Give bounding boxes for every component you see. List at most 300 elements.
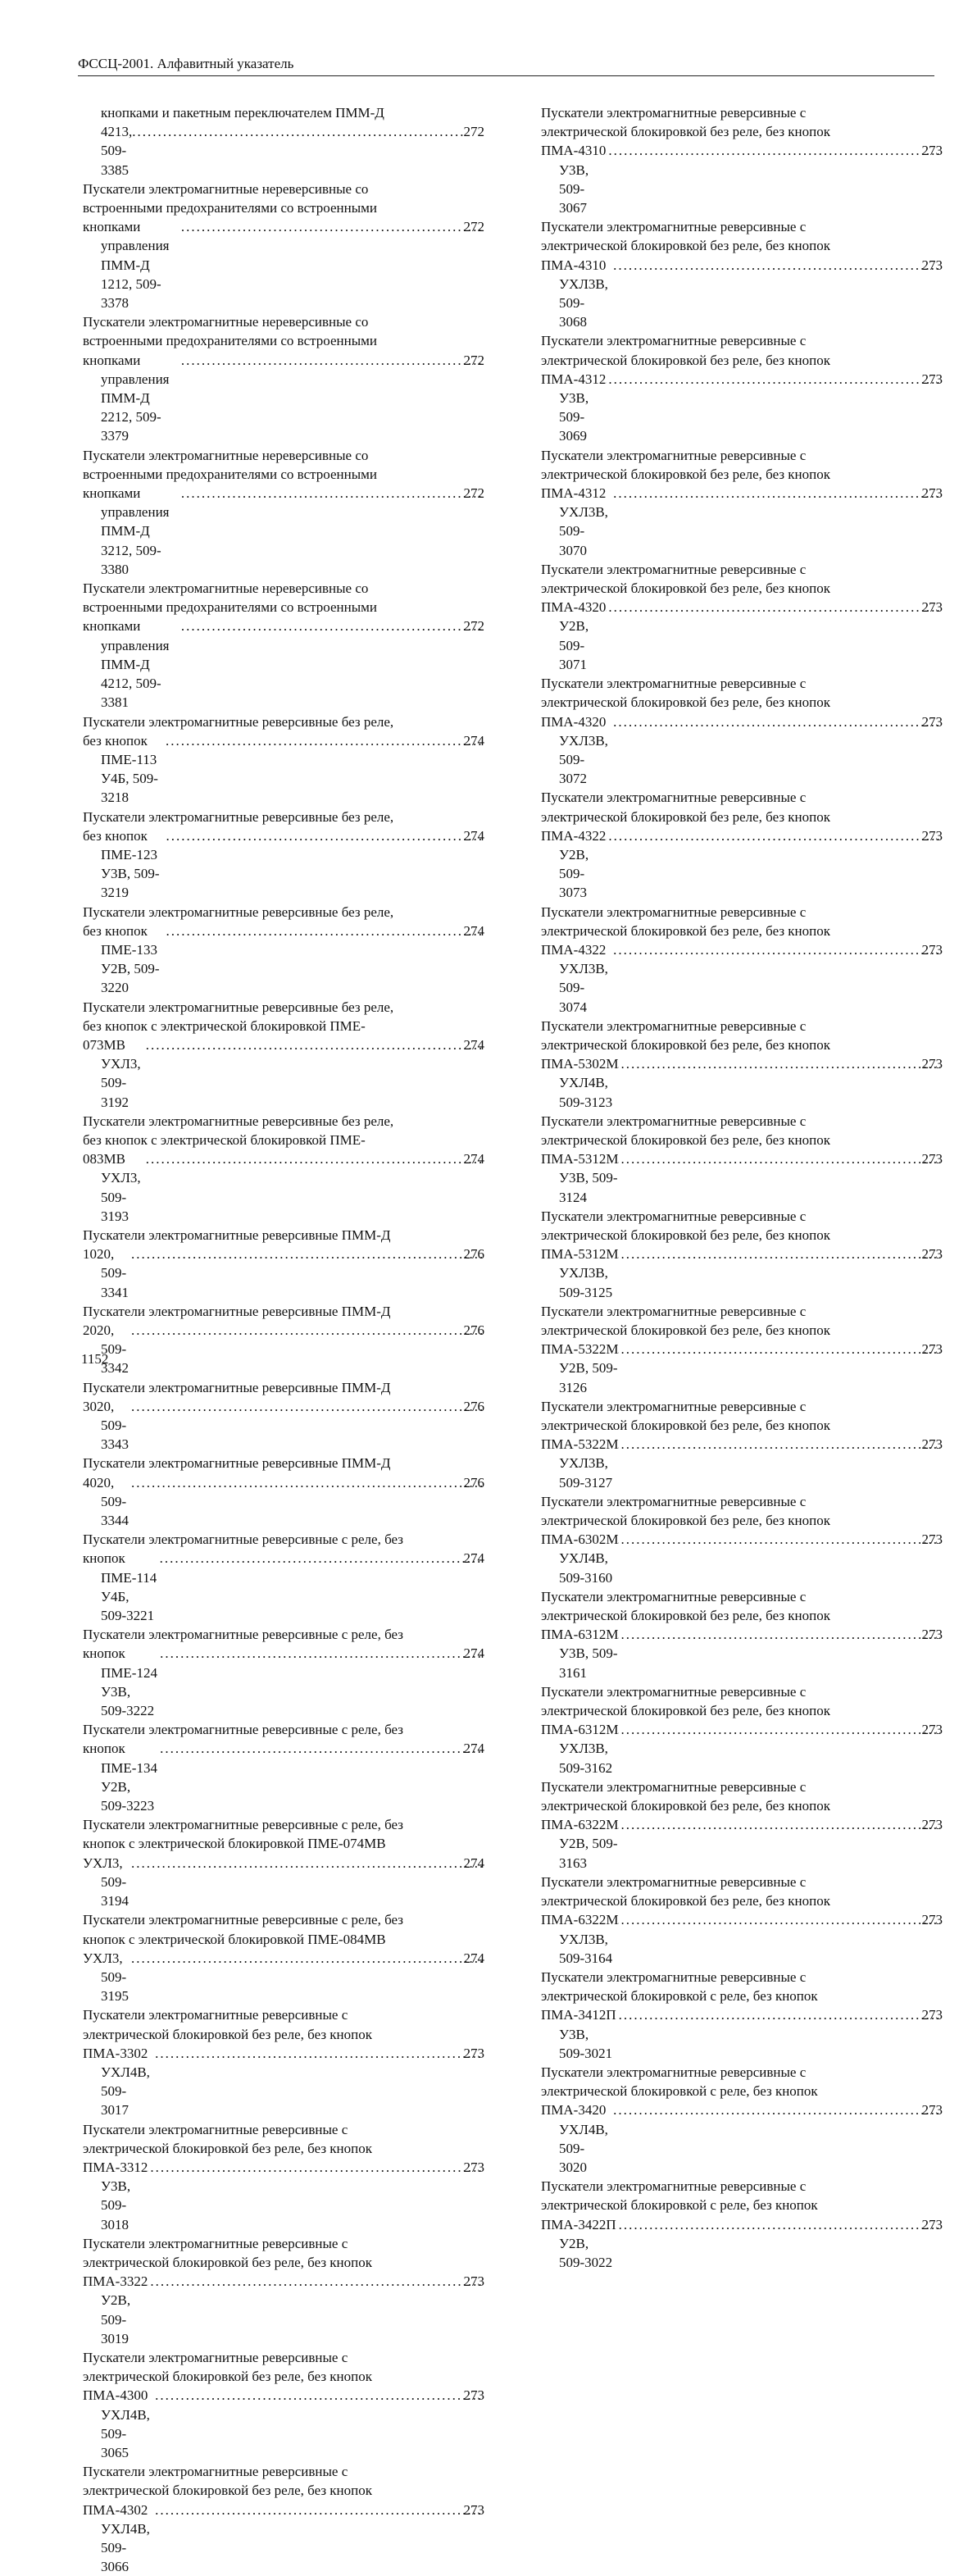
entry-text: ПМА-4322 УХЛ3В, 509-3074 [541, 941, 608, 1015]
entry-text: ПМА-4312 У3В, 509-3069 [541, 371, 607, 444]
entry-page-ref: 276 [463, 1322, 484, 1338]
entry-line: электрической блокировкой без реле, без кнопок [541, 580, 831, 597]
entry-text: ПМА-3420 УХЛ4В, 509-3020 [541, 2102, 608, 2175]
dot-leader [129, 1473, 482, 1492]
entry-page-ref: 273 [921, 599, 943, 616]
entry-line: Пускатели электромагнитные реверсивные с [541, 447, 807, 463]
entry-text: ПМА-3302 УХЛ4В, 509-3017 [83, 2045, 150, 2119]
entry-line [541, 370, 943, 446]
entry-line [83, 1549, 484, 1625]
entry-line: Пускатели электромагнитные реверсивные с [541, 1208, 807, 1224]
entry-line [83, 1035, 484, 1112]
dot-leader [152, 2386, 481, 2405]
dot-leader [618, 1530, 939, 1549]
entry-text: кнопок ПМЕ-114 У4Б, 509-3221 [83, 1550, 157, 1624]
index-entry [541, 1017, 943, 1112]
index-entry [541, 1397, 943, 1492]
entry-line [83, 1739, 484, 1815]
index-entry [541, 1302, 943, 1397]
entry-text: 083МВ УХЛ3, 509-3193 [83, 1151, 141, 1224]
index-entry [541, 1207, 943, 1302]
entry-line: Пускатели электромагнитные реверсивные с [83, 2349, 348, 2365]
dot-leader [152, 2501, 481, 2519]
entry-page-ref: 273 [921, 485, 943, 502]
entry-line: электрической блокировкой без реле, без кнопок [541, 1322, 831, 1338]
entry-line [541, 256, 943, 332]
entry-text: без кнопок ПМЕ-133 У2В, 509-3220 [83, 922, 160, 996]
entry-line [541, 1910, 943, 1968]
dot-leader [157, 1549, 482, 1568]
entry-line: встроенными предохранителями со встроенными [83, 599, 377, 616]
entry-line [83, 2501, 484, 2576]
entry-line [541, 1340, 943, 1397]
entry-line: встроенными предохранителями со встроенными [83, 333, 377, 349]
entry-page-ref: 273 [921, 1817, 943, 1833]
entry-line [541, 484, 943, 560]
dot-leader [618, 1435, 939, 1454]
entry-line: электрической блокировкой без реле, без кнопок [83, 2254, 373, 2270]
entry-line: электрической блокировкой без реле, без кнопок [541, 1513, 831, 1529]
entry-page-ref: 273 [921, 2007, 943, 2023]
entry-text: ПМА-3422П У2В, 509-3022 [541, 2216, 616, 2270]
dot-leader [618, 1720, 939, 1739]
dot-leader [618, 1910, 939, 1929]
entry-line: Пускатели электромагнитные реверсивные ПММ-Д [83, 1379, 391, 1395]
entry-line: кнопками и пакетным переключателем ПММ-Д [101, 105, 384, 121]
entry-line: кнопок с электрической блокировкой ПМЕ-074МВ [83, 1836, 386, 1852]
entry-line [83, 1245, 484, 1302]
entry-page-ref: 273 [921, 1627, 943, 1643]
index-entry [541, 103, 943, 217]
index-entry [541, 2063, 943, 2177]
entry-line: Пускатели электромагнитные реверсивные с [541, 1873, 807, 1890]
entry-text: ПМА-5322М УХЛ3В, 509-3127 [541, 1436, 619, 1491]
entry-page-ref: 273 [463, 2159, 484, 2175]
entry-line: Пускатели электромагнитные реверсивные с [541, 1493, 807, 1509]
entry-page-ref: 273 [463, 2273, 484, 2290]
dot-leader [164, 826, 482, 845]
entry-page-ref: 273 [921, 257, 943, 273]
entry-line [541, 2005, 943, 2063]
dot-leader [611, 256, 939, 275]
index-column-left [83, 103, 484, 2576]
entry-page-ref: 274 [463, 827, 484, 844]
entry-page-ref: 274 [463, 922, 484, 939]
entry-page-ref: 274 [463, 1550, 484, 1567]
entry-line: электрической блокировкой без реле, без кнопок [541, 922, 831, 939]
entry-line: Пускатели электромагнитные реверсивные без реле, [83, 903, 394, 920]
entry-page-ref: 273 [921, 1056, 943, 1072]
index-entry [541, 331, 943, 445]
entry-line [541, 1530, 943, 1587]
dot-leader [618, 1054, 939, 1073]
entry-line: встроенными предохранителями со встроенными [83, 466, 377, 482]
entry-line: Пускатели электромагнитные реверсивные с [541, 676, 807, 692]
entry-page-ref: 276 [463, 1246, 484, 1263]
index-entry [541, 788, 943, 902]
entry-text: кнопок ПМЕ-124 У3В, 509-3222 [83, 1645, 157, 1719]
index-entry [83, 2234, 484, 2348]
entry-line: Пускатели электромагнитные реверсивные с [541, 2064, 807, 2080]
entry-page-ref: 272 [463, 352, 484, 368]
index-entry [541, 903, 943, 1017]
entry-line [83, 1949, 484, 2006]
entry-line [83, 217, 484, 312]
entry-line: Пускатели электромагнитные реверсивные с [541, 903, 807, 920]
entry-page-ref: 272 [463, 485, 484, 502]
entry-text: ПМА-6322М УХЛ3В, 509-3164 [541, 1912, 619, 1966]
index-entry [83, 180, 484, 312]
dot-leader [616, 2215, 940, 2234]
entry-page-ref: 272 [463, 618, 484, 635]
entry-text: 1020, 509-3341 [83, 1246, 129, 1300]
dot-leader [129, 1397, 482, 1416]
entry-line: Пускатели электромагнитные реверсивные с [541, 1778, 807, 1795]
dot-leader [152, 2044, 481, 2063]
index-entry [83, 2462, 484, 2576]
entry-text: ПМА-5312М У3В, 509-3124 [541, 1151, 619, 1205]
entry-text: 073МВ УХЛ3, 509-3192 [83, 1036, 141, 1110]
index-entry [541, 1777, 943, 1873]
entry-page-ref: 273 [921, 2102, 943, 2119]
entry-line: Пускатели электромагнитные реверсивные ПММ-Д [83, 1303, 391, 1319]
index-entry [83, 2120, 484, 2234]
index-entry [83, 712, 484, 808]
index-entry [541, 1968, 943, 2063]
index-entry [83, 1454, 484, 1530]
entry-line: электрической блокировкой с реле, без кнопок [541, 2197, 818, 2214]
index-entry [541, 674, 943, 788]
entry-text: ПМА-6312М У3В, 509-3161 [541, 1627, 619, 1681]
entry-line [83, 2044, 484, 2120]
index-entry [541, 560, 943, 674]
index-entry [83, 903, 484, 998]
entry-line [541, 940, 943, 1017]
index-column-right [541, 103, 943, 2272]
entry-page-ref: 273 [921, 1912, 943, 1928]
dot-leader [606, 141, 939, 160]
entry-page-ref: 273 [921, 827, 943, 844]
entry-text: без кнопок ПМЕ-123 У3В, 509-3219 [83, 827, 160, 901]
page-header [78, 56, 934, 79]
entry-page-ref: 272 [463, 219, 484, 235]
index-entry [83, 1720, 484, 1815]
entry-line: Пускатели электромагнитные реверсивные с реле, без [83, 1722, 403, 1738]
entry-line [541, 1245, 943, 1302]
dot-leader [129, 1245, 482, 1263]
entry-line [83, 1149, 484, 1226]
entry-line: Пускатели электромагнитные нереверсивные со [83, 314, 369, 330]
entry-line [83, 731, 484, 808]
index-entry [83, 579, 484, 712]
entry-text: кнопками управления ПММ-Д 1212, 509-3378 [83, 219, 170, 312]
entry-page-ref: 274 [463, 1950, 484, 1966]
entry-line: Пускатели электромагнитные реверсивные без реле, [83, 713, 394, 730]
entry-text: кнопками управления ПММ-Д 4212, 509-3381 [83, 618, 170, 711]
entry-text: ПМА-4300 УХЛ4В, 509-3065 [83, 2387, 150, 2460]
dot-leader [143, 1149, 482, 1168]
entry-text: ПМА-6302М УХЛ4В, 509-3160 [541, 1531, 619, 1586]
index-entry [83, 2348, 484, 2462]
entry-page-ref: 273 [921, 1722, 943, 1738]
dot-leader [157, 1739, 481, 1758]
entry-line: Пускатели электромагнитные реверсивные с реле, без [83, 1531, 403, 1548]
entry-page-ref: 273 [921, 1531, 943, 1548]
index-entry [83, 998, 484, 1112]
entry-line: Пускатели электромагнитные реверсивные с реле, без [83, 1627, 403, 1643]
dot-leader [611, 2100, 939, 2119]
entry-line: Пускатели электромагнитные реверсивные с реле, без [83, 1912, 403, 1928]
entry-page-ref: 273 [921, 1436, 943, 1453]
entry-text: без кнопок ПМЕ-113 У4Б, 509-3218 [83, 732, 158, 806]
index-entry [541, 446, 943, 560]
dot-leader [157, 1644, 481, 1663]
entry-line: Пускатели электромагнитные реверсивные с [83, 2464, 348, 2480]
entry-line: электрической блокировкой без реле, без кнопок [541, 1418, 831, 1434]
entry-line [541, 1625, 943, 1682]
dot-leader [179, 351, 482, 370]
entry-line: электрической блокировкой без реле, без кнопок [541, 238, 831, 254]
dot-leader [163, 731, 482, 750]
dot-leader [143, 1035, 482, 1054]
dot-leader [606, 370, 939, 389]
index-entry [541, 1587, 943, 1682]
entry-line: Пускатели электромагнитные реверсивные ПММ-Д [83, 1455, 391, 1472]
entry-line: электрической блокировкой без реле, без кнопок [541, 124, 831, 140]
index-entry [541, 2177, 943, 2272]
index-entry [541, 1492, 943, 1587]
index-entry [83, 1530, 484, 1625]
entry-text: 2020, 509-3342 [83, 1322, 129, 1377]
index-entry [83, 808, 484, 903]
entry-page-ref: 276 [463, 1398, 484, 1414]
dot-leader [179, 217, 482, 236]
entry-page-ref: 273 [921, 1151, 943, 1167]
entry-page-ref: 273 [921, 941, 943, 958]
entry-line: электрической блокировкой без реле, без кнопок [83, 2369, 373, 2385]
index-entry [83, 1815, 484, 1910]
entry-line: Пускатели электромагнитные реверсивные ПММ-Д [83, 1227, 391, 1243]
entry-line: электрической блокировкой без реле, без кнопок [541, 1131, 831, 1148]
index-entry [83, 1378, 484, 1454]
index-entry [541, 1112, 943, 1207]
entry-text: ПМА-4302 УХЛ4В, 509-3066 [83, 2501, 150, 2575]
entry-page-ref: 274 [463, 1855, 484, 1871]
entry-line: Пускатели электромагнитные нереверсивные со [83, 580, 369, 597]
entry-text: ПМА-4320 УХЛ3В, 509-3072 [541, 713, 608, 787]
dot-leader [606, 826, 939, 845]
entry-text: УХЛ3, 509-3195 [83, 1950, 129, 2005]
entry-page-ref: 273 [463, 2501, 484, 2518]
entry-line: электрической блокировкой без реле, без кнопок [541, 466, 831, 482]
dot-leader [618, 1340, 939, 1359]
dot-leader [618, 1245, 939, 1263]
entry-line: Пускатели электромагнитные реверсивные с [541, 2178, 807, 2195]
dot-leader [611, 712, 939, 731]
entry-line [83, 1473, 484, 1531]
entry-text: ПМА-5312М УХЛ3В, 509-3125 [541, 1246, 619, 1300]
entry-line [541, 712, 943, 789]
entry-line: электрической блокировкой без реле, без кнопок [541, 1036, 831, 1053]
entry-page-ref: 274 [463, 1036, 484, 1053]
index-entry [83, 103, 484, 180]
entry-line [541, 1720, 943, 1777]
dot-leader [611, 484, 939, 503]
dot-leader [179, 484, 482, 503]
index-entry [541, 1873, 943, 1968]
entry-line [83, 351, 484, 446]
entry-line: Пускатели электромагнитные реверсивные с [541, 105, 807, 121]
entry-text: ПМА-4310 У3В, 509-3067 [541, 143, 607, 216]
entry-page-ref: 273 [921, 1246, 943, 1263]
entry-text: ПМА-5302М УХЛ4В, 509-3123 [541, 1056, 619, 1110]
entry-line: электрической блокировкой с реле, без кнопок [541, 1988, 818, 2005]
entry-line: Пускатели электромагнитные реверсивные с [541, 1113, 807, 1129]
entry-line: Пускатели электромагнитные реверсивные с [541, 219, 807, 235]
entry-line: Пускатели электромагнитные реверсивные без реле, [83, 808, 394, 825]
index-entry [83, 312, 484, 445]
entry-page-ref: 273 [921, 371, 943, 387]
entry-line: электрической блокировкой без реле, без кнопок [541, 694, 831, 711]
entry-text: ПМА-5322М У2В, 509-3126 [541, 1341, 619, 1395]
entry-line [83, 2272, 484, 2348]
entry-line: Пускатели электромагнитные реверсивные с [83, 2121, 348, 2137]
dot-leader [616, 2005, 940, 2024]
entry-page-ref: 273 [463, 2387, 484, 2404]
entry-line: Пускатели электромагнитные реверсивные с [541, 1683, 807, 1700]
entry-page-ref: 273 [921, 2216, 943, 2232]
entry-line [83, 2158, 484, 2234]
entry-line: Пускатели электромагнитные нереверсивные со [83, 447, 369, 463]
entry-line [541, 2215, 943, 2273]
entry-text: ПМА-4322 У2В, 509-3073 [541, 827, 607, 901]
entry-page-ref: 274 [463, 732, 484, 749]
entry-text: кнопками управления ПММ-Д 3212, 509-3380 [83, 485, 170, 577]
entry-line [541, 2100, 943, 2177]
index-entry [83, 1625, 484, 1720]
index-entry [83, 1226, 484, 1302]
entry-line [541, 1054, 943, 1112]
entry-line [83, 826, 484, 903]
entry-text: ПМА-4310 УХЛ3В, 509-3068 [541, 257, 608, 330]
dot-leader [164, 922, 482, 940]
entry-line [541, 141, 943, 217]
entry-page-ref: 273 [921, 1341, 943, 1358]
entry-line: Пускатели электромагнитные реверсивные с [541, 790, 807, 806]
entry-text: ПМА-4312 УХЛ3В, 509-3070 [541, 485, 608, 558]
entry-line: Пускатели электромагнитные реверсивные без реле, [83, 1113, 394, 1129]
index-entry [541, 1682, 943, 1777]
entry-line: Пускатели электромагнитные реверсивные с реле, без [83, 1817, 403, 1833]
dot-leader [618, 1149, 939, 1168]
dot-leader [618, 1815, 939, 1834]
entry-page-ref: 272 [463, 124, 484, 140]
entry-text: 4213, 509-3385 [101, 124, 133, 178]
index-entry [83, 446, 484, 579]
entry-line: Пускатели электромагнитные реверсивные с [541, 1303, 807, 1319]
entry-line [83, 922, 484, 998]
entry-line: Пускатели электромагнитные реверсивные с [541, 1017, 807, 1034]
entry-line: электрической блокировкой без реле, без кнопок [541, 1893, 831, 1909]
dot-leader [179, 617, 482, 635]
entry-line: электрической блокировкой без реле, без кнопок [83, 2140, 373, 2156]
index-entry [83, 1302, 484, 1378]
entry-line [541, 1149, 943, 1207]
entry-page-ref: 273 [463, 2045, 484, 2061]
header-rule [78, 75, 934, 76]
dot-leader [618, 1625, 939, 1644]
entry-line [101, 122, 484, 180]
entry-line [541, 1815, 943, 1873]
index-entry [83, 2005, 484, 2119]
entry-line: электрической блокировкой без реле, без кнопок [541, 808, 831, 825]
entry-line [83, 617, 484, 712]
entry-line: электрической блокировкой без реле, без кнопок [541, 1608, 831, 1624]
entry-line: Пускатели электромагнитные нереверсивные со [83, 180, 369, 197]
dot-leader [148, 2272, 481, 2291]
entry-page-ref: 273 [921, 713, 943, 730]
entry-line: электрической блокировкой без реле, без кнопок [541, 1227, 831, 1243]
entry-line: кнопок с электрической блокировкой ПМЕ-084МВ [83, 1931, 386, 1947]
entry-line: электрической блокировкой без реле, без кнопок [83, 2483, 373, 2499]
entry-line [83, 2386, 484, 2462]
entry-line: без кнопок с электрической блокировкой ПМЕ- [83, 1131, 366, 1148]
entry-page-ref: 274 [463, 1151, 484, 1167]
entry-line [83, 1397, 484, 1454]
entry-page-ref: 273 [921, 143, 943, 159]
entry-line: Пускатели электромагнитные реверсивные с [83, 2007, 348, 2023]
entry-text: ПМА-6322М У2В, 509-3163 [541, 1817, 619, 1871]
index-entry [83, 1112, 484, 1226]
entry-line: Пускатели электромагнитные реверсивные с [541, 561, 807, 577]
entry-page-ref: 274 [463, 1741, 484, 1757]
entry-line: Пускатели электромагнитные реверсивные с [541, 1968, 807, 1985]
entry-line: электрической блокировкой без реле, без кнопок [541, 1703, 831, 1719]
dot-leader [148, 2158, 481, 2177]
entry-text: ПМА-3322 У2В, 509-3019 [83, 2273, 148, 2346]
dot-leader [606, 598, 939, 617]
entry-line: электрической блокировкой без реле, без кнопок [83, 2026, 373, 2042]
dot-leader [129, 1949, 482, 1968]
header-title: ФССЦ-2001. Алфавитный указатель [78, 56, 294, 71]
entry-text: кнопок ПМЕ-134 У2В, 509-3223 [83, 1741, 157, 1814]
entry-line [541, 1435, 943, 1492]
entry-text: ПМА-3412П У3В, 509-3021 [541, 2007, 616, 2061]
dot-leader [132, 122, 463, 141]
entry-line: Пускатели электромагнитные реверсивные с [541, 1588, 807, 1604]
entry-line: Пускатели электромагнитные реверсивные с [83, 2235, 348, 2251]
entry-text: 4020, 509-3344 [83, 1474, 129, 1529]
entry-text: УХЛ3, 509-3194 [83, 1855, 129, 1909]
entry-text: ПМА-4320 У2В, 509-3071 [541, 599, 607, 672]
entry-line: электрической блокировкой без реле, без кнопок [541, 1798, 831, 1814]
dot-leader [129, 1321, 482, 1340]
entry-text: кнопками управления ПММ-Д 2212, 509-3379 [83, 352, 170, 444]
entry-text: 3020, 509-3343 [83, 1398, 129, 1453]
index-entry [83, 1910, 484, 2005]
entry-line: встроенными предохранителями со встроенными [83, 200, 377, 216]
entry-line [83, 1854, 484, 1911]
entry-line: электрической блокировкой без реле, без кнопок [541, 352, 831, 368]
entry-line: Пускатели электромагнитные реверсивные с [541, 333, 807, 349]
index-entry [541, 217, 943, 331]
entry-line [541, 826, 943, 903]
entry-page-ref: 276 [463, 1474, 484, 1491]
entry-line: Пускатели электромагнитные реверсивные без реле, [83, 999, 394, 1015]
entry-line [83, 1644, 484, 1720]
entry-line [541, 598, 943, 674]
page-number: 1152 [81, 1351, 109, 1367]
